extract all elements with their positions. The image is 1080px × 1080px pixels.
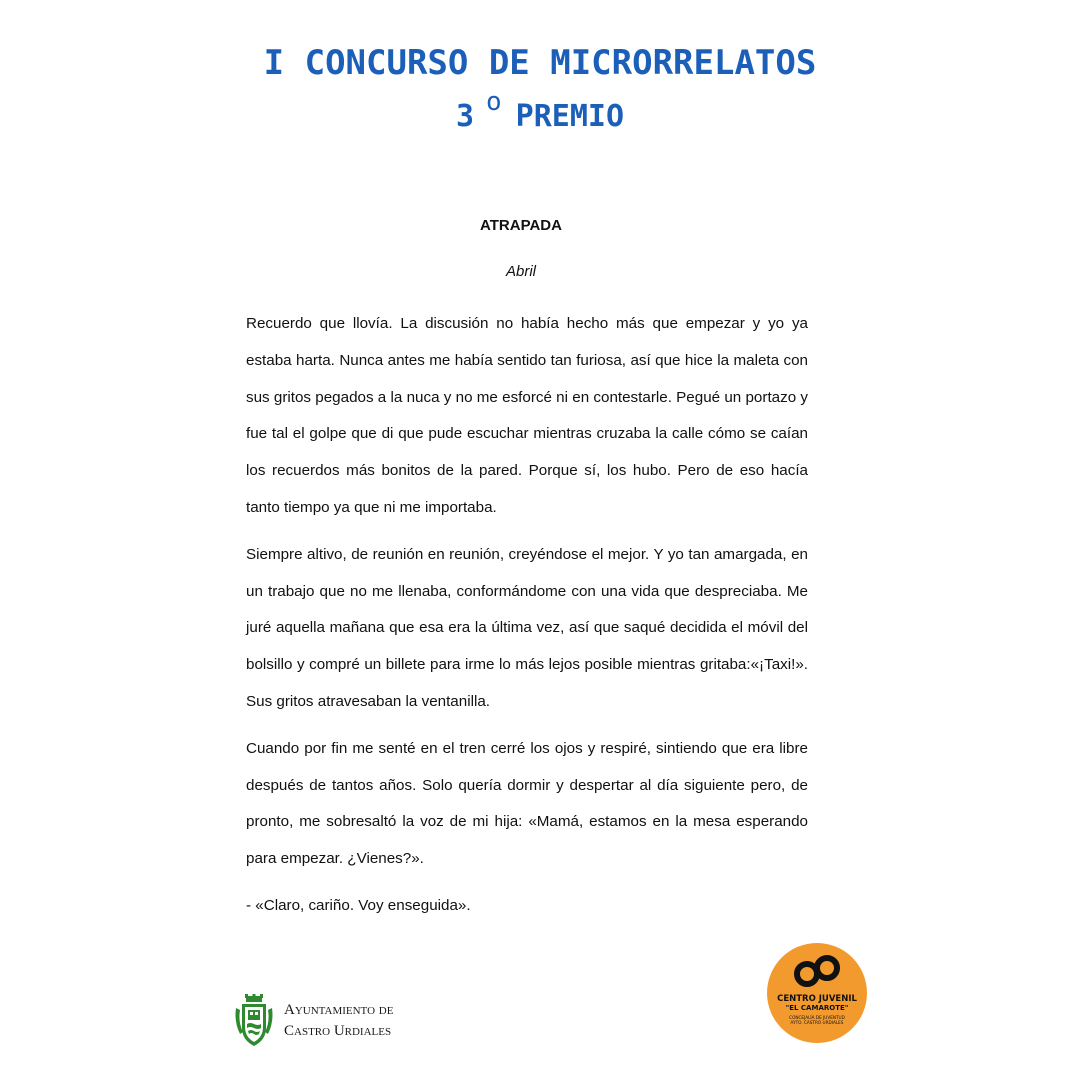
story xyxy=(246,214,808,935)
contest-header xyxy=(0,38,1080,143)
story-closing-line: - «Claro, cariño. Voy enseguida». xyxy=(246,896,471,914)
centro-line2: "EL CAMAROTE" xyxy=(785,1004,849,1012)
story-title: ATRAPADA xyxy=(480,217,562,234)
ayuntamiento-line1: Ayuntamiento de xyxy=(284,1002,394,1018)
story-paragraph: Siempre altivo, de reunión en reunión, creyéndose el mejor. Y yo tan amargada, en un trabajo que no me llenaba, conformándome con una vida que despreciaba. Me juré aquella mañana que esa era la última vez, así que saqué decidida el móvil del bolsillo y compré un billete para irme lo más lejos posible mientras gritaba:«¡Taxi!». Sus gritos atravesaban la ventanilla. xyxy=(246,545,808,710)
story-body xyxy=(246,306,808,925)
contest-title: I CONCURSO DE MICRORRELATOS xyxy=(263,43,817,83)
centro-line4: AYTO. CASTRO URDIALES xyxy=(790,1020,844,1025)
story-author: Abril xyxy=(505,263,536,280)
ayuntamiento-logo xyxy=(234,994,393,1048)
centro-line1: CENTRO JUVENIL xyxy=(777,994,857,1004)
prize-heading xyxy=(0,87,1080,143)
prize-word: PREMIO xyxy=(515,99,625,134)
story-paragraph: Cuando por fin me senté en el tren cerré los ojos y respiré, sintiendo que era libre después de tantos años. Solo quería dormir y despertar al día siguiente pero, de pronto, me sobresaltó la voz de mi hija: «Mamá, estamos en la mesa esperando para empezar. ¿Vienes?». xyxy=(246,739,808,868)
centro-juvenil-logo-icon xyxy=(767,943,867,1043)
prize-ordinal: o xyxy=(486,87,502,117)
ayuntamiento-text xyxy=(284,1000,393,1042)
ayuntamiento-line2: Castro Urdiales xyxy=(284,1023,392,1039)
coat-of-arms-icon xyxy=(234,994,274,1048)
story-paragraph: Recuerdo que llovía. La discusión no había hecho más que empezar y yo ya estaba harta. Nunca antes me había sentido tan furiosa, así que hice la maleta con sus gritos pegados a la nuca y no me esforcé ni en contestarle. Pegué un portazo y fue tal el golpe que di que pude escuchar mientras cruzaba la calle cómo se caían los recuerdos más bonitos de la pared. Porque sí, los hubo. Pero de eso hacía tanto tiempo ya que ni me importaba. xyxy=(246,315,808,516)
centro-line3: CONCEJALÍA DE JUVENTUD xyxy=(789,1015,845,1020)
prize-number: 3 xyxy=(455,99,475,134)
